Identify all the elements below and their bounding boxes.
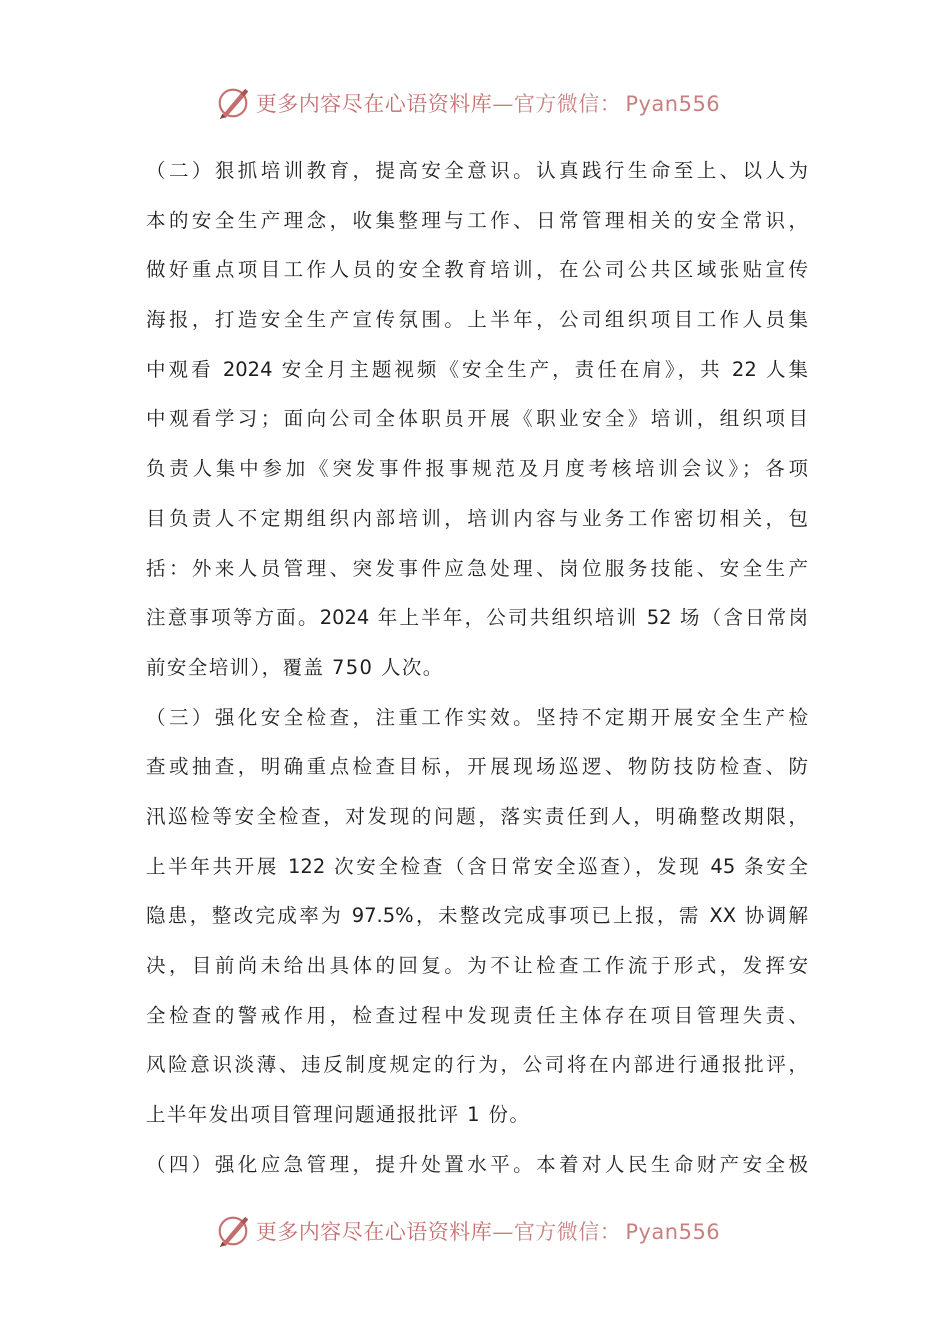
text-line: 上半年发出项目管理问题通报批评 1 份。 [146,1103,531,1127]
text-line: 隐患，整改完成率为 97.5%，未整改完成事项已上报，需 XX 协调解 [146,904,808,928]
text-line: 中观看 2024 安全月主题视频《安全生产，责任在肩》，共 22 人集 [146,357,808,381]
watermark-separator: — [492,1220,514,1244]
watermark-footer [0,1211,950,1251]
text-line: 本的安全生产理念，收集整理与工作、日常管理相关的安全常识， [146,208,808,232]
text-line: 海报，打造安全生产宣传氛围。上半年，公司组织项目工作人员集 [146,308,808,332]
text-line: 括：外来人员管理、突发事件应急处理、岗位服务技能、安全生产 [146,556,808,580]
watermark-text [256,1216,720,1246]
text-line: 做好重点项目工作人员的安全教育培训，在公司公共区域张贴宣传 [146,258,808,282]
text-line: 汛巡检等安全检查，对发现的问题，落实责任到人，明确整改期限， [146,804,808,828]
text-line: 全检查的警戒作用，检查过程中发现责任主体存在项目管理失责、 [146,1003,808,1027]
watermark-wechat-id: Pyan556 [625,1220,721,1244]
text-line: 前安全培训），覆盖 750 人次。 [146,655,444,679]
text-line: （三）强化安全检查，注重工作实效。坚持不定期开展安全生产检 [146,705,808,729]
watermark-header [0,83,950,123]
watermark-brand: 更多内容尽在心语资料库 [255,92,493,116]
text-line: 上半年共开展 122 次安全检查（含日常安全巡查），发现 45 条安全 [146,854,808,878]
text-line: （二）狠抓培训教育，提高安全意识。认真践行生命至上、以人为 [146,159,808,182]
watermark-wechat-label: 官方微信： [513,1220,622,1244]
text-line: 负责人集中参加《突发事件报事规范及月度考核培训会议》；各项 [146,457,808,481]
pen-logo-icon [214,84,252,122]
watermark-wechat-label: 官方微信： [513,92,622,116]
pen-logo-icon [214,1212,252,1250]
text-line: 查或抽查，明确重点检查目标，开展现场巡逻、物防技防检查、防 [146,755,808,779]
text-line: 目负责人不定期组织内部培训，培训内容与业务工作密切相关，包 [146,506,808,530]
document-body [146,146,808,1189]
watermark-text [256,88,720,118]
text-line: （四）强化应急管理，提升处置水平。本着对人民生命财产安全极 [146,1152,808,1176]
text-line: 中观看学习；面向公司全体职员开展《职业安全》培训，组织项目 [146,407,808,431]
text-line: 注意事项等方面。2024 年上半年，公司共组织培训 52 场（含日常岗 [146,606,808,630]
watermark-brand: 更多内容尽在心语资料库 [255,1220,493,1244]
text-line: 决，目前尚未给出具体的回复。为不让检查工作流于形式，发挥安 [146,954,808,977]
text-line: 风险意识淡薄、违反制度规定的行为，公司将在内部进行通报批评， [146,1053,808,1077]
watermark-wechat-id: Pyan556 [625,92,721,116]
watermark-separator: — [492,92,514,116]
